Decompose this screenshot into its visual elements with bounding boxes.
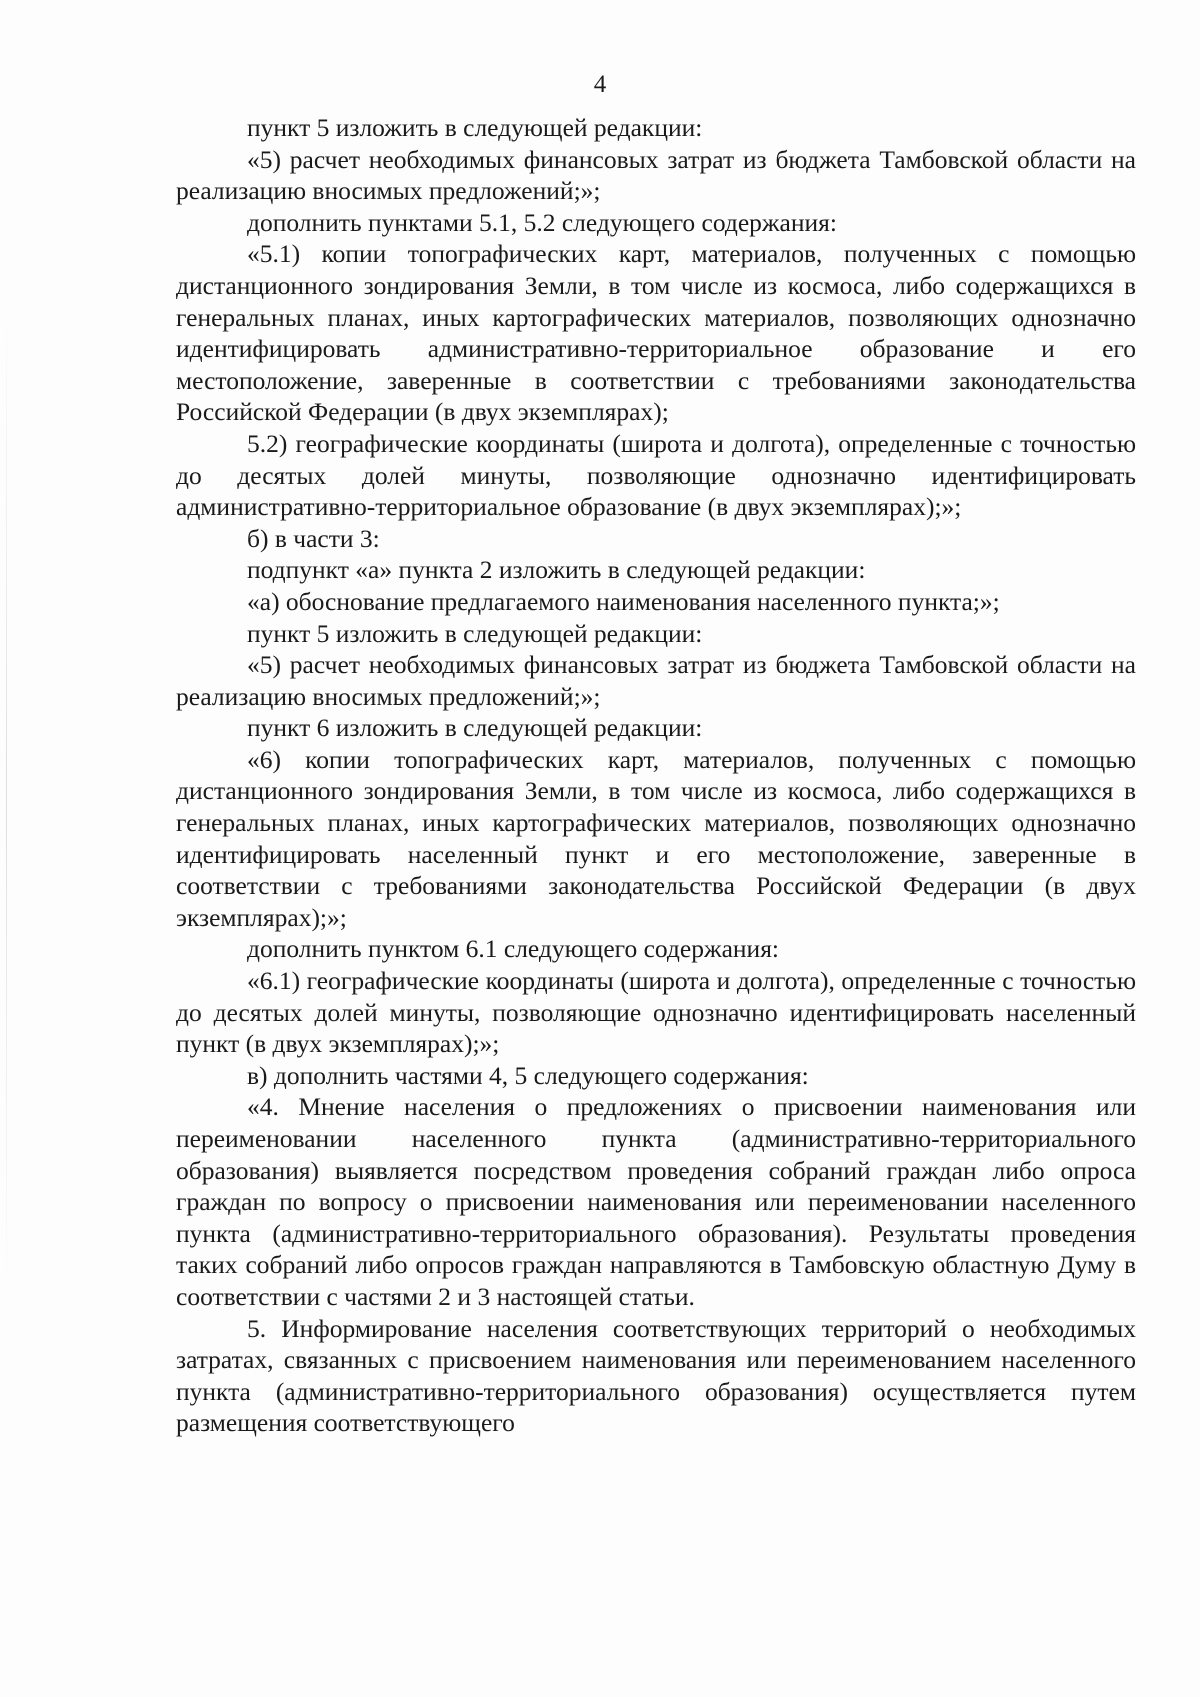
paragraph: б) в части 3: [247,523,380,553]
page-number: 4 [593,71,607,98]
paragraph: в) дополнить частями 4, 5 следующего содержания: [247,1060,809,1090]
paragraph: «6) копии топографических карт, материалов, полученных с помощью дистанционного зондирования Земли, в том числе из космоса, либо содержащихся в генеральных планах, иных картографических материалов, позволяющих однозначно идентифицировать населенный пункт и его местоположение, заверенные в соответствии с требованиями законодательства Российской Федерации (в двух экземплярах);»; [176,744,1136,932]
paragraph: «5.1) копии топографических карт, материалов, полученных с помощью дистанционного зондирования Земли, в том числе из космоса, либо содержащихся в генеральных планах, иных картографических материалов, позволяющих однозначно идентифицировать административно-территориальное образование и его местоположение, заверенные в соответствии с требованиями законодательства Российской Федерации (в двух экземплярах); [176,239,1136,427]
paragraph: пункт 5 изложить в следующей редакции: [247,113,703,142]
paragraph: пункт 5 изложить в следующей редакции: [247,618,703,648]
paragraph: пункт 6 изложить в следующей редакции: [247,713,703,743]
paragraph: «5) расчет необходимых финансовых затрат из бюджета Тамбовской области на реализацию вносимых предложений;»; [176,650,1136,711]
paragraph: дополнить пунктом 6.1 следующего содержания: [247,934,780,964]
paragraph: «6.1) географические координаты (широта и долгота), определенные с точностью до десятых долей минуты, позволяющие однозначно идентифицировать населенный пункт (в двух экземплярах);»; [176,966,1136,1059]
paragraph: «а) обоснование предлагаемого наименования населенного пункта;»; [247,586,1000,616]
paragraph: «4. Мнение населения о предложениях о присвоении наименования или переименовании населенного пункта (административно-территориального образования) выявляется посредством проведения собраний граждан либо опроса граждан по вопросу о присвоении наименования или переименовании населенного пункта (административно-территориального образования). Результаты проведения таких собраний либо опросов граждан направляются в Тамбовскую областную Думу в соответствии с частями 2 и 3 настоящей статьи. [176,1092,1136,1311]
document-body [176,112,1136,1439]
paragraph: 5. Информирование населения соответствующих территорий о необходимых затратах, связанных с присвоением наименования или переименованием населенного пункта (административно-территориального образования) осуществляется путем размещения соответствующего [176,1313,1136,1438]
paragraph: 5.2) географические координаты (широта и долгота), определенные с точностью до десятых долей минуты, позволяющие однозначно идентифицировать административно-территориальное образование (в двух экземплярах);»; [176,428,1136,522]
scan-edge [6,300,7,1300]
paragraph: подпункт «а» пункта 2 изложить в следующей редакции: [247,555,866,585]
paragraph: «5) расчет необходимых финансовых затрат из бюджета Тамбовской области на реализацию вносимых предложений;»; [176,144,1136,206]
paragraph: дополнить пунктами 5.1, 5.2 следующего содержания: [247,207,837,237]
